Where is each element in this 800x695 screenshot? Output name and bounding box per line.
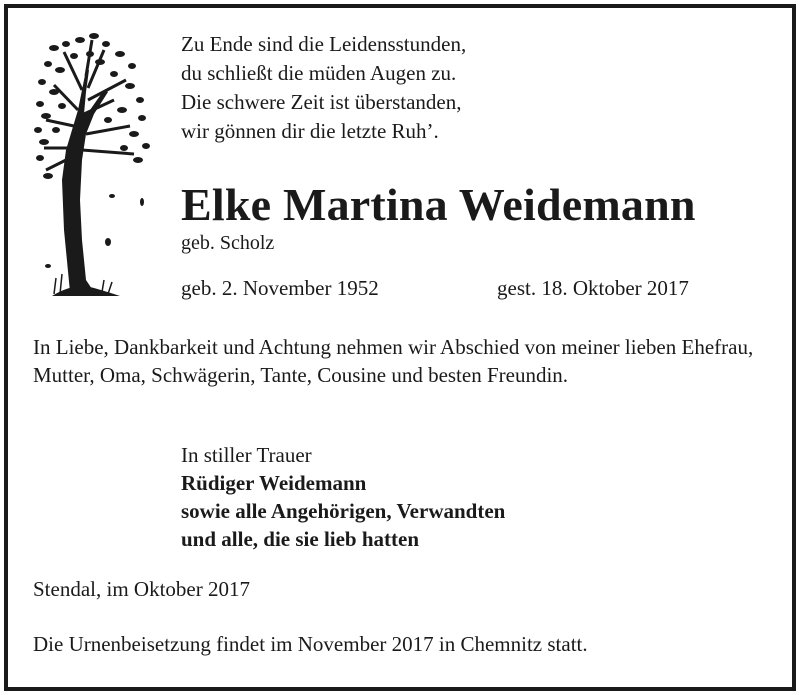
poem-line: Die schwere Zeit ist überstanden, (181, 90, 462, 114)
death-date: gest. 18. Oktober 2017 (497, 276, 689, 300)
maiden-name: geb. Scholz (181, 232, 275, 254)
mourners-block (181, 441, 505, 553)
birth-date: geb. 2. November 1952 (181, 276, 379, 300)
mourner-line: Rüdiger Weidemann (181, 471, 367, 495)
deceased-name: Elke Martina Weidemann (181, 179, 696, 230)
mourner-line: und alle, die sie lieb hatten (181, 527, 420, 551)
tree-silhouette-icon (34, 30, 154, 300)
mourner-line: sowie alle Angehörigen, Verwandten (181, 499, 506, 523)
poem (181, 30, 466, 146)
place-date: Stendal, im Oktober 2017 (33, 577, 250, 601)
mourners-heading: In stiller Trauer (181, 443, 312, 467)
poem-line: du schließt die müden Augen zu. (181, 61, 457, 85)
farewell-text: In Liebe, Dankbarkeit und Achtung nehmen wir Abschied von meiner lieben Ehefrau, Mutter, Oma, Schwägerin, Tante, Cousine und besten Freundin. (33, 335, 754, 387)
poem-line: Zu Ende sind die Leidensstunden, (181, 32, 467, 56)
poem-line: wir gönnen dir die letzte Ruh’. (181, 119, 439, 143)
burial-note: Die Urnenbeisetzung findet im November 2017 in Chemnitz statt. (33, 632, 588, 656)
